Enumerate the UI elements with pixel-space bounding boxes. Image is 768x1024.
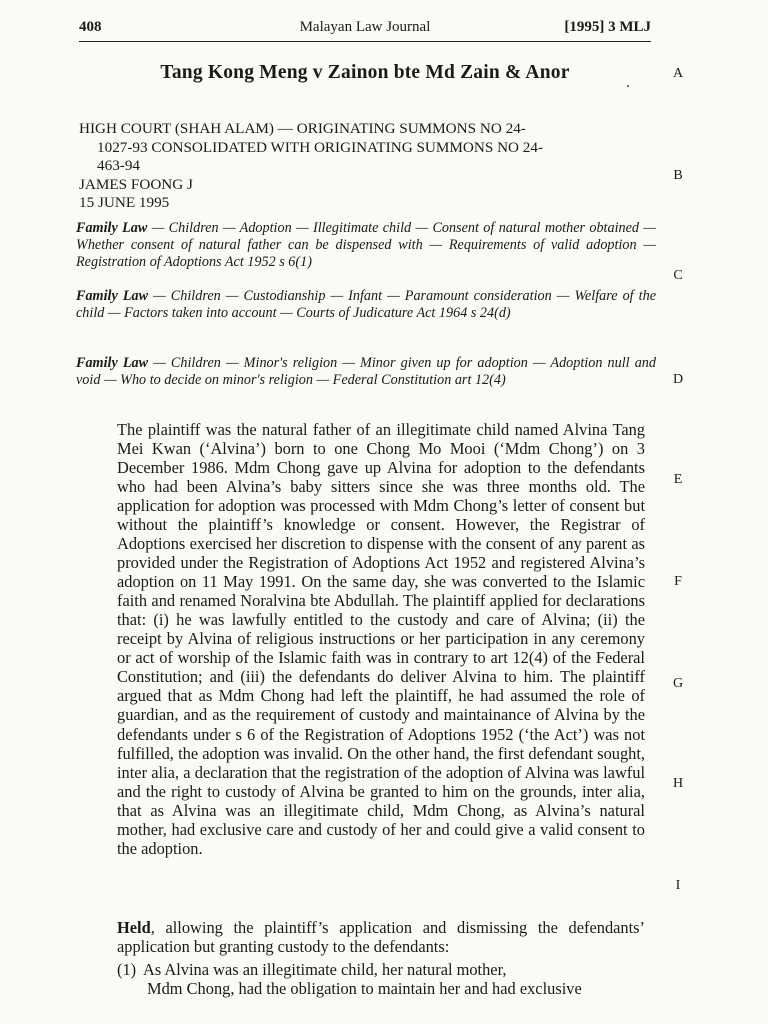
margin-letter-f: F [674, 574, 682, 589]
margin-letter-c: C [673, 268, 683, 283]
case-summary: The plaintiff was the natural father of an illegitimate child named Alvina Tang Mei Kwan (‘Alvina’) born to one Chong Mo Mooi (‘Mdm Chong’) on 3 December 1986. Mdm Chong gave up Alvina for adoption to the defendants who had been Alvina’s baby sitters since she was three months old. The application for adoption was processed with Mdm Chong’s letter of consent but without the plaintiff’s knowledge or consent. However, the Registrar of Adoptions exercised her discretion to dispense with the consent of any parent as provided under the Registration of Adoptions Act 1952 and registered Alvina’s adoption on 11 May 1991. On the same day, she was converted to the Islamic faith and renamed Noralvina bte Abdullah. The plaintiff applied for declarations that: (i) he was lawfully entitled to the custody and care of Alvina; (ii) the receipt by Alvina of religious instructions or her participation in any ceremony or act of worship of the Islamic faith was in contrary to art 12(4) of the Federal Constitution; and (iii) the defendants do deliver Alvina to him. The plaintiff argued that as Mdm Chong had left the plaintiff, he had assumed the role of guardian, and as the requirement of custody and maintainance of Alvina by the defendants under s 6 of the Registration of Adoptions 1952 (‘the Act’) was not fulfilled, the adoption was invalid. On the other hand, the first defendant sought, inter alia, a declaration that the registration of the adoption of Alvina was lawful and the right to custody of Alvina be granted to him on the grounds, inter alia, that as Alvina was an illegitimate child, Mdm Chong, as Alvina’s natural mother, had exclusive care and custody of her and could give a valid consent to the adoption. [117, 420, 645, 858]
court-line-2: 1027-93 CONSOLIDATED WITH ORIGINATING SUMMONS NO 24- [97, 138, 544, 156]
case-title: Tang Kong Meng v Zainon bte Md Zain & Anor [160, 62, 570, 83]
judgment-date: 15 JUNE 1995 [79, 194, 170, 211]
margin-letter-e: E [673, 472, 683, 487]
margin-letter-h: H [672, 776, 684, 791]
catchword-text: — Children — Custodianship — Infant — Paramount consideration — Welfare of the child — Factors taken into account — Courts of Judicature Act 1964 s 24(d) [76, 288, 657, 321]
held-label: Held [117, 918, 151, 937]
catchword-text: — Children — Adoption — Illegitimate child — Consent of natural mother obtained — Whether consent of natural father can be dispensed with — Requirements of valid adoption — Registration of Adoptions Act 1952 s 6(1) [76, 220, 656, 270]
held-item-number: (1) [117, 960, 137, 979]
stray-mark [627, 85, 629, 87]
catchword-adoption [76, 220, 656, 270]
court-line-1: HIGH COURT (SHAH ALAM) — ORIGINATING SUMMONS NO 24- [79, 120, 526, 137]
catchword-heading: Family Law [76, 355, 149, 371]
catchword-custodianship [76, 288, 656, 322]
held-text: , allowing the plaintiff’s application and dismissing the defendants’ application but granting custody to the defendants: [117, 918, 645, 956]
journal-name: Malayan Law Journal [299, 19, 431, 35]
judge-name: JAMES FOONG J [79, 175, 193, 193]
held-paragraph [117, 918, 645, 956]
journal-citation: [1995] 3 MLJ [564, 19, 651, 35]
catchword-heading: Family Law [76, 288, 149, 304]
held-item-1 [117, 960, 645, 998]
page-number: 408 [79, 19, 102, 35]
catchword-text: — Children — Minor's religion — Minor given up for adoption — Adoption null and void — Who to decide on minor's religion — Federal Constitution art 12(4) [76, 355, 656, 388]
held-item-line: As Alvina was an illegitimate child, her natural mother, [143, 960, 507, 979]
catchword-heading: Family Law [76, 220, 148, 236]
margin-letter-d: D [672, 372, 684, 387]
catchword-religion [76, 355, 656, 389]
margin-letter-i: I [675, 878, 681, 893]
held-item-line: Mdm Chong, had the obligation to maintain her and had exclusive [147, 979, 582, 998]
margin-letter-b: B [673, 168, 683, 183]
margin-letter-g: G [672, 676, 684, 691]
court-details [79, 120, 659, 213]
running-header [79, 19, 651, 42]
court-line-3: 463-94 [97, 157, 141, 174]
margin-letter-a: A [672, 66, 684, 81]
